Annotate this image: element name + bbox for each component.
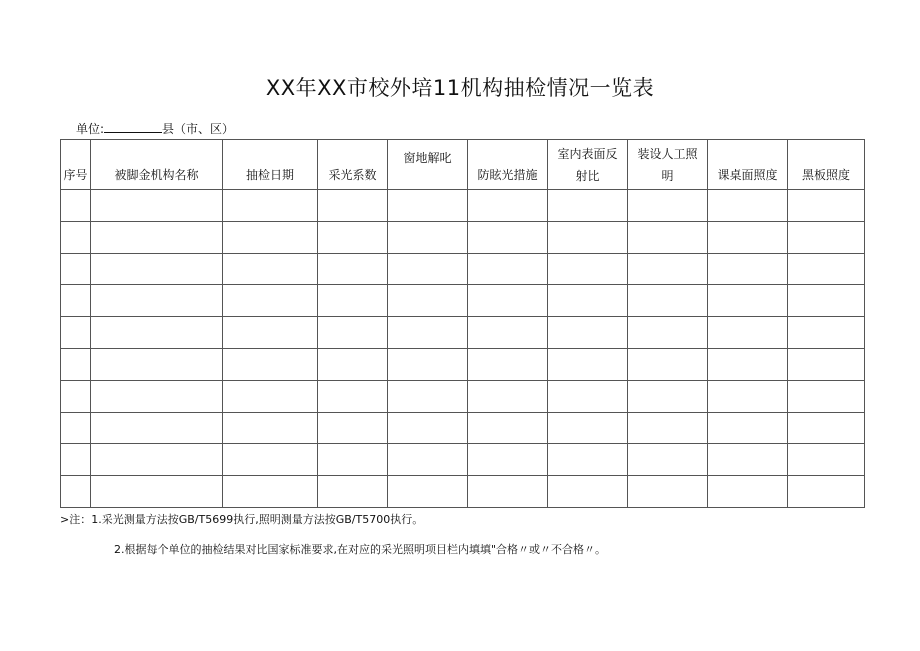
table-cell[interactable] — [61, 380, 91, 412]
table-cell[interactable] — [91, 190, 223, 222]
table-cell[interactable] — [628, 317, 708, 349]
table-cell[interactable] — [91, 412, 223, 444]
table-cell[interactable] — [61, 190, 91, 222]
table-cell[interactable] — [788, 253, 865, 285]
table-cell[interactable] — [318, 412, 388, 444]
table-cell[interactable] — [788, 476, 865, 508]
table-cell[interactable] — [223, 221, 318, 253]
table-cell[interactable] — [61, 317, 91, 349]
table-cell[interactable] — [708, 380, 788, 412]
header-reflect: 室内表面反射比 — [548, 140, 628, 190]
table-cell[interactable] — [388, 190, 468, 222]
table-cell[interactable] — [61, 253, 91, 285]
table-cell[interactable] — [788, 380, 865, 412]
table-cell[interactable] — [708, 285, 788, 317]
table-cell[interactable] — [223, 253, 318, 285]
table-row — [61, 348, 865, 380]
table-cell[interactable] — [61, 412, 91, 444]
table-cell[interactable] — [628, 221, 708, 253]
table-cell[interactable] — [91, 221, 223, 253]
header-lighting: 装设人工照明 — [628, 140, 708, 190]
table-cell[interactable] — [61, 221, 91, 253]
table-cell[interactable] — [548, 380, 628, 412]
table-cell[interactable] — [318, 348, 388, 380]
table-row — [61, 317, 865, 349]
table-body — [61, 190, 865, 508]
header-date: 抽检日期 — [223, 140, 318, 190]
table-cell[interactable] — [91, 285, 223, 317]
table-cell[interactable] — [788, 221, 865, 253]
table-row — [61, 444, 865, 476]
header-name: 被脚金机构名称 — [91, 140, 223, 190]
table-cell[interactable] — [91, 348, 223, 380]
table-cell[interactable] — [788, 285, 865, 317]
page-title: XX年XX市校外培11机构抽检情况一览表 — [265, 76, 655, 100]
table-cell[interactable] — [318, 253, 388, 285]
table-cell[interactable] — [318, 317, 388, 349]
table-cell[interactable] — [708, 444, 788, 476]
table-cell[interactable] — [388, 444, 468, 476]
table-cell[interactable] — [548, 190, 628, 222]
unit-suffix: 县（市、区） — [162, 122, 235, 136]
table-cell[interactable] — [708, 348, 788, 380]
table-cell[interactable] — [628, 412, 708, 444]
table-cell[interactable] — [548, 285, 628, 317]
header-board: 黑板照度 — [788, 140, 865, 190]
table-row — [61, 285, 865, 317]
table-cell[interactable] — [788, 412, 865, 444]
table-cell[interactable] — [548, 412, 628, 444]
notes-prefix: >注： — [60, 513, 92, 526]
table-row — [61, 253, 865, 285]
table-cell[interactable] — [61, 476, 91, 508]
table-cell[interactable] — [468, 317, 548, 349]
header-desk: 课桌面照度 — [708, 140, 788, 190]
table-cell[interactable] — [318, 190, 388, 222]
table-cell[interactable] — [468, 190, 548, 222]
unit-line — [76, 121, 234, 137]
table-cell[interactable] — [91, 476, 223, 508]
table-cell[interactable] — [388, 412, 468, 444]
table-cell[interactable] — [548, 444, 628, 476]
table-cell[interactable] — [548, 476, 628, 508]
table-cell[interactable] — [388, 476, 468, 508]
table-cell[interactable] — [548, 348, 628, 380]
table-cell[interactable] — [628, 253, 708, 285]
table-cell[interactable] — [708, 253, 788, 285]
table-row — [61, 221, 865, 253]
table-cell[interactable] — [548, 253, 628, 285]
table-cell[interactable] — [318, 380, 388, 412]
table-cell[interactable] — [548, 221, 628, 253]
table-cell[interactable] — [91, 253, 223, 285]
table-cell[interactable] — [61, 444, 91, 476]
table-cell[interactable] — [788, 444, 865, 476]
table-cell[interactable] — [91, 380, 223, 412]
table-cell[interactable] — [628, 380, 708, 412]
table-cell[interactable] — [468, 412, 548, 444]
table-cell[interactable] — [468, 348, 548, 380]
unit-blank — [104, 121, 162, 133]
header-window: 窗地解叱 — [388, 140, 468, 190]
unit-label: 单位: — [76, 122, 105, 136]
table-row — [61, 380, 865, 412]
table-cell[interactable] — [388, 285, 468, 317]
table-cell[interactable] — [468, 444, 548, 476]
table-cell[interactable] — [223, 285, 318, 317]
table-header-row — [61, 140, 865, 190]
table-cell[interactable] — [468, 253, 548, 285]
notes-line-1 — [60, 512, 423, 528]
table-cell[interactable] — [91, 444, 223, 476]
note-1: 1.采光测量方法按GB/T5699执行,照明测量方法按GB/T5700执行。 — [91, 513, 424, 526]
table-cell[interactable] — [388, 253, 468, 285]
table-cell[interactable] — [318, 444, 388, 476]
table-cell[interactable] — [788, 317, 865, 349]
table-cell[interactable] — [708, 412, 788, 444]
table-cell[interactable] — [388, 221, 468, 253]
table-cell[interactable] — [468, 380, 548, 412]
header-daylight: 采光系数 — [318, 140, 388, 190]
table-cell[interactable] — [708, 476, 788, 508]
table-cell[interactable] — [468, 285, 548, 317]
table-cell[interactable] — [223, 348, 318, 380]
table-cell[interactable] — [61, 348, 91, 380]
table-cell[interactable] — [388, 348, 468, 380]
table-cell[interactable] — [628, 476, 708, 508]
table-cell[interactable] — [223, 317, 318, 349]
table-cell[interactable] — [708, 190, 788, 222]
table-cell[interactable] — [548, 317, 628, 349]
table-cell[interactable] — [223, 380, 318, 412]
note-2: 2.根据每个单位的抽检结果对比国家标准要求,在对应的采光照明项目栏内填填"合格〃或〃不合格〃。 — [114, 543, 607, 556]
table-cell[interactable] — [318, 221, 388, 253]
table-row — [61, 190, 865, 222]
table-cell[interactable] — [91, 317, 223, 349]
table-cell[interactable] — [708, 221, 788, 253]
table-cell[interactable] — [468, 476, 548, 508]
table-cell[interactable] — [223, 190, 318, 222]
table-cell[interactable] — [223, 476, 318, 508]
table-cell[interactable] — [388, 317, 468, 349]
table-cell[interactable] — [788, 348, 865, 380]
table-row — [61, 412, 865, 444]
inspection-table — [60, 139, 865, 508]
table-cell[interactable] — [223, 444, 318, 476]
table-cell[interactable] — [628, 348, 708, 380]
header-seq: 序号 — [61, 140, 91, 190]
table-cell[interactable] — [468, 221, 548, 253]
table-cell[interactable] — [628, 444, 708, 476]
table-cell[interactable] — [318, 476, 388, 508]
table-cell[interactable] — [708, 317, 788, 349]
table-cell[interactable] — [628, 285, 708, 317]
table-row — [61, 476, 865, 508]
table-cell[interactable] — [388, 380, 468, 412]
table-cell[interactable] — [788, 190, 865, 222]
table-cell[interactable] — [628, 190, 708, 222]
table-cell[interactable] — [61, 285, 91, 317]
table-cell[interactable] — [223, 412, 318, 444]
table-cell[interactable] — [318, 285, 388, 317]
header-antiglare: 防眩光措施 — [468, 140, 548, 190]
